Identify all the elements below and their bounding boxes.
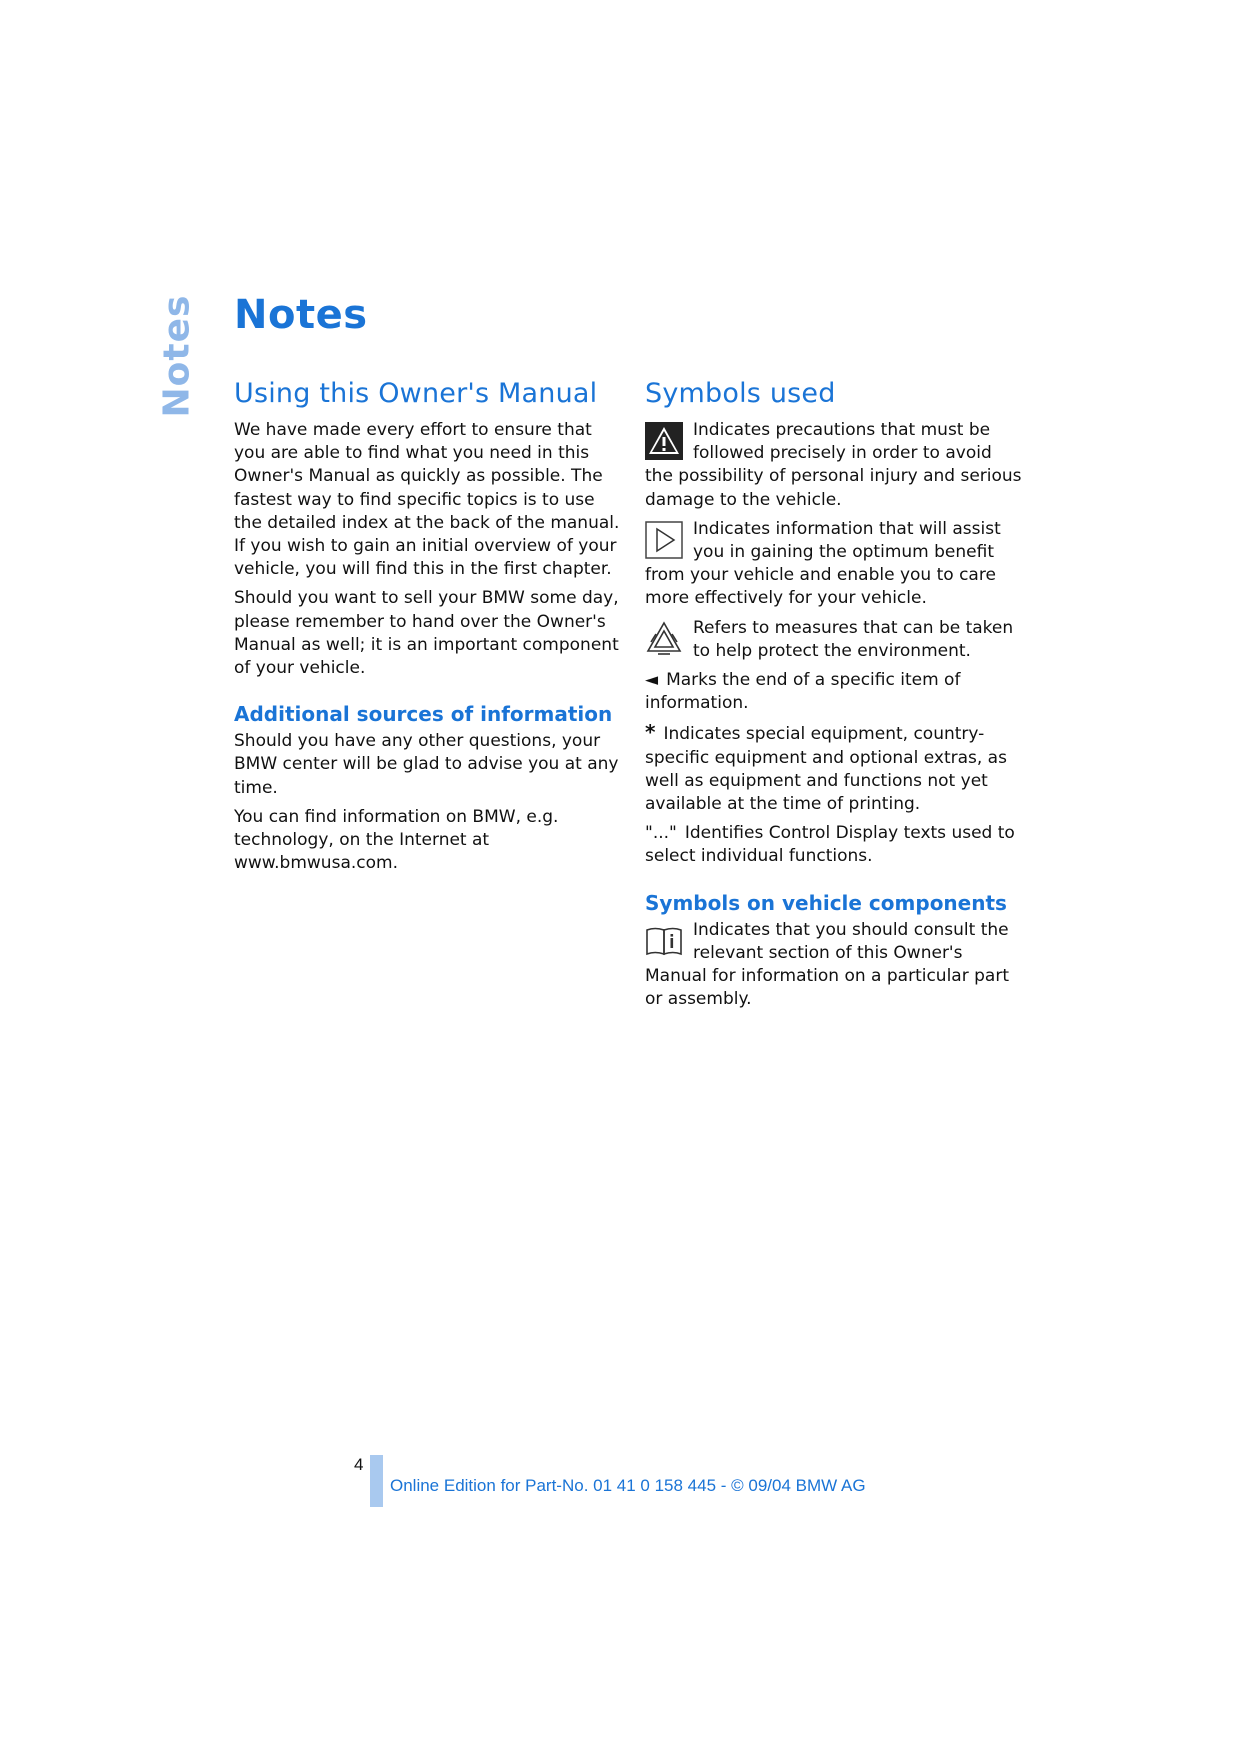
symbol-star (645, 721, 1025, 816)
symbol-environment (645, 617, 1025, 663)
left-column (234, 378, 624, 881)
symbol-info (645, 518, 1025, 611)
symbol-quote-text: Identifies Control Display texts used to select individual functions. (645, 823, 1015, 867)
symbol-star-text: Indicates special equipment, country-specific equipment and optional extras, as well as equipment and functions not yet available at the time of printing. (645, 724, 1007, 815)
paragraph-intro: We have made every effort to ensure that you are able to find what you need in this Owner's Manual as quickly as possible. The fastest way to find specific topics is to use the detailed index at the back of the manual. If you wish to gain an initial overview of your vehicle, you will find this in the first chapter. (234, 420, 620, 580)
end-mark-icon: ◄ (645, 670, 659, 691)
symbol-warning (645, 419, 1025, 512)
section-heading-manual: Using this Owner's Manual (234, 378, 598, 409)
page-number: 4 (354, 1455, 364, 1474)
quote-mark: "..." (645, 823, 677, 844)
symbol-end-mark-text: Marks the end of a specific item of information. (645, 670, 961, 714)
symbol-book (645, 919, 1025, 1012)
play-arrow-icon (645, 521, 683, 559)
symbol-quote (645, 822, 1025, 868)
subheading-additional-sources: Additional sources of information (234, 702, 613, 727)
symbol-book-text: Indicates that you should consult the relevant section of this Owner's Manual for information on a particular part or assembly. (645, 919, 1009, 1010)
paragraph-sell: Should you want to sell your BMW some day, please remember to hand over the Owner's Manual as well; it is an important component of your vehicle. (234, 588, 619, 679)
manual-info-icon (645, 922, 683, 960)
paragraph-internet: You can find information on BMW, e.g. technology, on the Internet at www.bmwusa.com. (234, 806, 559, 874)
section-heading-symbols: Symbols used (645, 378, 836, 409)
right-column (645, 378, 1025, 1017)
subheading-vehicle-components: Symbols on vehicle components (645, 890, 1007, 915)
side-tab-label: Notes (156, 294, 198, 418)
recycle-icon (645, 620, 683, 658)
symbol-environment-text: Refers to measures that can be taken to help protect the environment. (693, 617, 1014, 661)
side-tab (152, 294, 202, 418)
page-title: Notes (234, 292, 368, 338)
paragraph-questions: Should you have any other questions, your BMW center will be glad to advise you at any time. (234, 731, 619, 798)
symbol-warning-text: Indicates precautions that must be followed precisely in order to avoid the possibility of personal injury and serious damage to the vehicle. (645, 420, 1022, 510)
symbol-info-text: Indicates information that will assist you in gaining the optimum benefit from your vehicle and enable you to care more effectively for your vehicle. (645, 518, 1001, 609)
footer-bar (370, 1455, 383, 1507)
warning-triangle-icon (645, 422, 683, 460)
symbol-end-mark (645, 669, 1025, 715)
footer-edition: Online Edition for Part-No. 01 41 0 158 445 - © 09/04 BMW AG (390, 1476, 866, 1495)
star-icon: * (645, 720, 656, 745)
